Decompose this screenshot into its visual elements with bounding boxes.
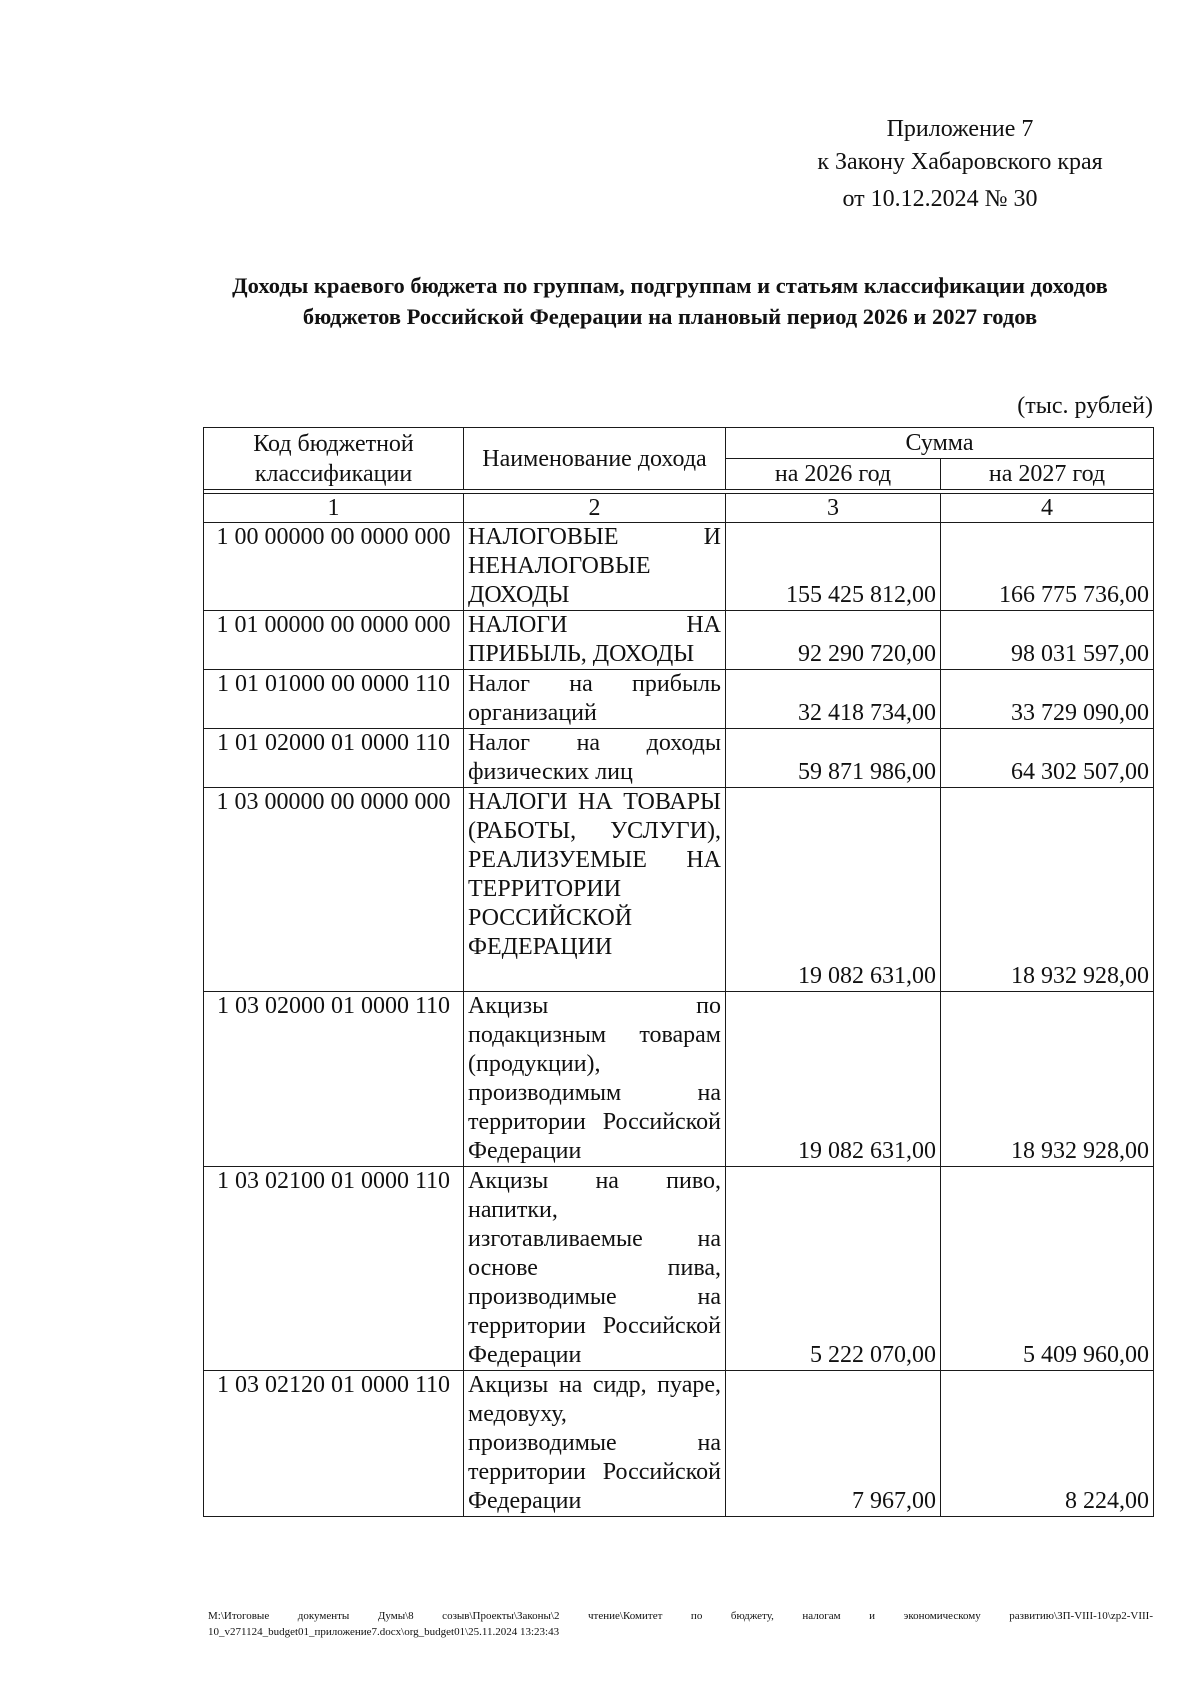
units-label: (тыс. рублей) xyxy=(1017,393,1153,419)
row-amount-2026: 7 967,00 xyxy=(726,1371,941,1517)
row-code: 1 03 02100 01 0000 110 xyxy=(204,1167,464,1371)
file-path-footer: M:\Итоговые документы Думы\8 созыв\Проекты\Законы\2 чтение\Комитет по бюджету, налогам и экономическому развитию\ЗП-VIII-10\zp2-VIII-10_v271124_budget01_приложение7.docx\org_budget01\25.11.2024 13:23:43 xyxy=(208,1610,1153,1638)
appendix-law-date: от 10.12.2024 № 30 xyxy=(842,186,1038,212)
table-row xyxy=(204,611,1154,670)
row-name: НАЛОГИ НА ТОВАРЫ (РАБОТЫ, УСЛУГИ), РЕАЛИЗУЕМЫЕ НА ТЕРРИТОРИИ РОССИЙСКОЙ ФЕДЕРАЦИИ xyxy=(464,788,726,992)
column-numbers-row xyxy=(204,494,1154,523)
column-number: 2 xyxy=(464,494,726,523)
row-amount-2026: 59 871 986,00 xyxy=(726,729,941,788)
column-number: 3 xyxy=(726,494,941,523)
table-row xyxy=(204,788,1154,992)
row-code: 1 03 02120 01 0000 110 xyxy=(204,1371,464,1517)
header-year-2026: на 2026 год xyxy=(726,459,941,490)
row-amount-2026: 155 425 812,00 xyxy=(726,523,941,611)
row-amount-2027: 5 409 960,00 xyxy=(941,1167,1154,1371)
table-row xyxy=(204,523,1154,611)
table-row xyxy=(204,1371,1154,1517)
row-code: 1 03 02000 01 0000 110 xyxy=(204,992,464,1167)
column-number: 4 xyxy=(941,494,1154,523)
row-amount-2026: 19 082 631,00 xyxy=(726,788,941,992)
row-name: НАЛОГИ НА ПРИБЫЛЬ, ДОХОДЫ xyxy=(464,611,726,670)
row-name: Акцизы по подакцизным товарам (продукции), производимым на территории Российской Федерации xyxy=(464,992,726,1167)
table-row xyxy=(204,992,1154,1167)
row-code: 1 01 00000 00 0000 000 xyxy=(204,611,464,670)
table-row xyxy=(204,729,1154,788)
row-amount-2027: 8 224,00 xyxy=(941,1371,1154,1517)
row-amount-2027: 166 775 736,00 xyxy=(941,523,1154,611)
row-amount-2027: 98 031 597,00 xyxy=(941,611,1154,670)
row-amount-2027: 18 932 928,00 xyxy=(941,992,1154,1167)
row-code: 1 03 00000 00 0000 000 xyxy=(204,788,464,992)
row-amount-2027: 64 302 507,00 xyxy=(941,729,1154,788)
appendix-header xyxy=(780,113,1140,216)
document-title: Доходы краевого бюджета по группам, подгруппам и статьям классификации доходов бюджетов Российской Федерации на плановый период 2026 и 2027 годов xyxy=(232,273,1108,329)
row-name: Налог на доходы физических лиц xyxy=(464,729,726,788)
row-name: Акцизы на пиво, напитки, изготавливаемые на основе пива, производимые на территории Российской Федерации xyxy=(464,1167,726,1371)
header-name: Наименование дохода xyxy=(464,428,726,490)
row-amount-2026: 5 222 070,00 xyxy=(726,1167,941,1371)
row-name: Акцизы на сидр, пуаре, медовуху, производимые на территории Российской Федерации xyxy=(464,1371,726,1517)
table-row xyxy=(204,670,1154,729)
column-number: 1 xyxy=(204,494,464,523)
row-amount-2027: 33 729 090,00 xyxy=(941,670,1154,729)
row-code: 1 00 00000 00 0000 000 xyxy=(204,523,464,611)
row-amount-2027: 18 932 928,00 xyxy=(941,788,1154,992)
header-sum: Сумма xyxy=(726,428,1154,459)
header-year-2027: на 2027 год xyxy=(941,459,1154,490)
table-row xyxy=(204,1167,1154,1371)
row-code: 1 01 02000 01 0000 110 xyxy=(204,729,464,788)
appendix-number: Приложение 7 xyxy=(886,116,1034,142)
row-name: НАЛОГОВЫЕ И НЕНАЛОГОВЫЕ ДОХОДЫ xyxy=(464,523,726,611)
row-amount-2026: 32 418 734,00 xyxy=(726,670,941,729)
row-name: Налог на прибыль организаций xyxy=(464,670,726,729)
row-code: 1 01 01000 00 0000 110 xyxy=(204,670,464,729)
row-amount-2026: 19 082 631,00 xyxy=(726,992,941,1167)
appendix-law-reference: к Закону Хабаровского края xyxy=(817,149,1103,175)
header-code: Код бюджетной классификации xyxy=(204,428,464,490)
revenue-table xyxy=(203,427,1154,1517)
row-amount-2026: 92 290 720,00 xyxy=(726,611,941,670)
